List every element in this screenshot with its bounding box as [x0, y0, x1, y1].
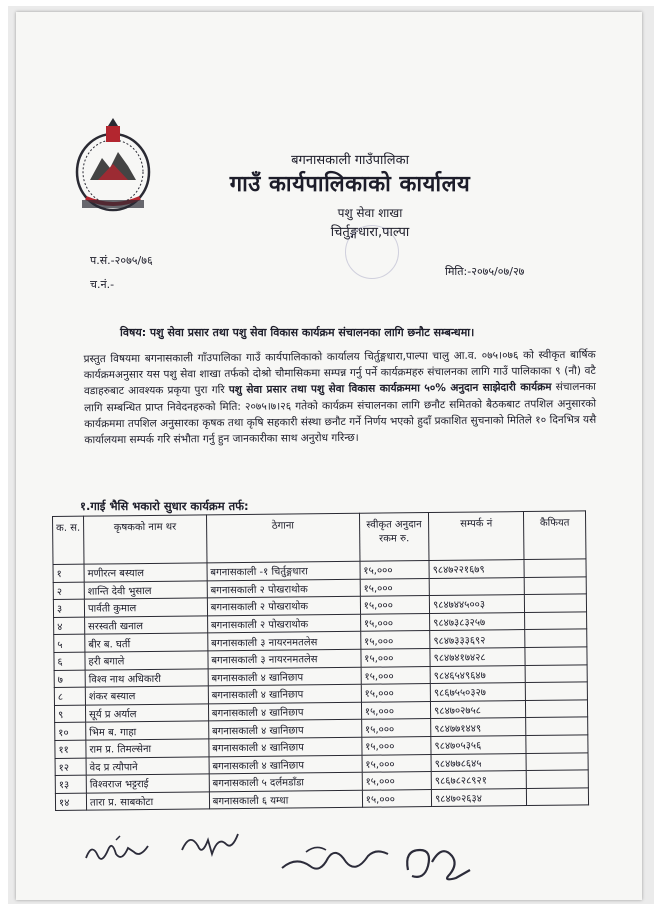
cell-remarks [525, 612, 587, 630]
cell-remarks [524, 559, 586, 577]
cell-sn: ६ [54, 652, 85, 670]
reference-number: प.सं.-२०७५/७६ [90, 254, 153, 267]
cell-phone: ९८६७५५०३२७ [430, 683, 525, 702]
cell-name: भिम ब. गाहा [86, 721, 209, 740]
cell-name: तारा प्र. साबकोटा [86, 792, 209, 811]
cell-sn: १३ [55, 775, 86, 793]
cell-sn: १० [55, 723, 86, 741]
table-body [53, 559, 589, 811]
cell-name: हरी बगाले [85, 651, 208, 670]
office-location: चिर्तुङ्गधारा,पाल्पा [330, 225, 410, 240]
cell-phone: ९८६७८२८९२१ [431, 771, 526, 790]
cell-remarks [526, 700, 588, 718]
cell-phone: ९८४७२२१६७९ [429, 560, 524, 579]
cell-address: बगनासकाली २ पोखराथोक [207, 596, 360, 615]
section-title: १.गाई भैसि भकारो सुधार कार्यक्रम तर्फ: [80, 499, 249, 513]
cell-name: पार्वती कुमाल [84, 598, 207, 617]
cell-sn: ७ [54, 670, 85, 688]
cell-phone: ९८४७७८६४५ [431, 753, 526, 772]
cell-phone: ९८४७४४५००३ [429, 595, 524, 614]
cell-name: विश्व नाथ अधिकारी [85, 668, 208, 687]
branch-name: पशु सेवा शाखा [337, 206, 403, 220]
cell-name: शान्ति देवी भुसाल [84, 580, 207, 599]
cell-name: सरस्वती खनाल [85, 616, 208, 635]
dispatch-number: च.नं.- [90, 278, 115, 291]
letter-date: मिति:-२०७५/०७/२७ [445, 265, 525, 278]
cell-sn: १४ [55, 793, 86, 811]
col-header-phone: सम्पर्क नं [429, 512, 525, 561]
cell-amount: १५,००० [362, 754, 431, 772]
cell-remarks [524, 577, 586, 595]
cell-sn: ११ [55, 740, 86, 758]
cell-sn: १२ [55, 758, 86, 776]
cell-name: बीर ब. घर्ती [85, 633, 208, 652]
cell-sn: २ [53, 582, 84, 600]
cell-address: बगनासकाली २ पोखराथोक [207, 614, 360, 633]
cell-address: बगनासकाली ४ खानिछाप [208, 720, 361, 739]
cell-amount: १५,००० [362, 789, 431, 807]
cell-remarks [526, 752, 588, 770]
cell-sn: ५ [54, 635, 85, 653]
cell-remarks [526, 682, 588, 700]
cell-remarks [525, 664, 587, 682]
cell-sn: ९ [54, 705, 85, 723]
body-paragraph [84, 347, 597, 449]
cell-phone: ९८४७४१७४२८ [430, 648, 525, 667]
cell-phone: ९८४७०५३५६ [431, 735, 526, 754]
cell-amount: १५,००० [362, 772, 431, 790]
cell-name: राम प्र. तिमल्सेना [86, 739, 209, 758]
col-header-sn: क. स. [53, 516, 84, 564]
cell-sn: १ [53, 564, 84, 582]
cell-address: बगनासकाली ३ नायरनमतलेस [208, 632, 361, 651]
cell-address: बगनासकाली ४ खानिछाप [209, 755, 362, 774]
cell-address: बगनासकाली -१ चिर्तुङ्गधारा [207, 561, 360, 580]
cell-amount: १५,००० [360, 631, 429, 649]
cell-amount: १५,००० [361, 649, 430, 667]
cell-sn: ३ [53, 599, 84, 617]
office-name: गाउँ कार्यपालिकाको कार्यालय [229, 172, 471, 197]
cell-amount: १५,००० [361, 719, 430, 737]
cell-address: बगनासकाली ३ नायरनमतलेस [208, 649, 361, 668]
cell-remarks [525, 647, 587, 665]
faint-stamp [345, 225, 399, 279]
cell-phone: ९८४७०२६३४ [431, 788, 526, 807]
cell-phone: ९८४७०२७५८ [431, 700, 526, 719]
body-text-part1: प्रस्तुत विषयमा बगनासकाली गाँउपालिका गाउँ कार्यपालिकाको कार्यालय चिर्तुङ्गधारा,पाल्पा चालु आ.व. ०७५।०७६ को स्वीकृत बार्षिक कार्यक्रमअनुसार यस पशु सेवा शाखा तर्फको दोश्रो चौमासिकमा सम्पन्न गर्नु पर्ने कार्यक्रमहरु संचालनका लागि गाउँ पालिकाका ९ (नौ) वटै वडाहरुबाट आवश्यक प्रकृया पुरा गरि [83, 348, 596, 398]
cell-amount: १५,००० [360, 578, 429, 596]
farmer-table [52, 510, 589, 811]
cell-name: विश्वराज भट्टराई [86, 774, 209, 793]
col-header-amount: स्वीकृत अनुदान रकम रु. [359, 513, 429, 562]
cell-address: बगनासकाली ५ दर्लमडाँडा [209, 772, 362, 791]
body-text-program: पशु सेवा प्रसार तथा पशु सेवा विकास कार्यक्रममा ५०% अनुदान साझेदारी कार्यक्रम [228, 381, 552, 397]
cell-address: बगनासकाली ४ खानिछाप [208, 667, 361, 686]
cell-remarks [526, 770, 588, 788]
col-header-remarks: कैफियत [524, 511, 586, 560]
cell-amount: १५,००० [361, 701, 430, 719]
cell-remarks [526, 717, 588, 735]
cell-phone: ९८४७३३३६९२ [430, 630, 525, 649]
cell-amount: १५,००० [362, 736, 431, 754]
signature-2 [176, 826, 246, 862]
cell-name: वेद प्र त्यौपाने [86, 756, 209, 775]
cell-phone: ९८४७७१४४९ [431, 718, 526, 737]
signature-4 [398, 840, 478, 886]
cell-remarks [526, 735, 588, 753]
cell-amount: १५,००० [360, 561, 429, 579]
cell-address: बगनासकाली २ पोखराथोक [207, 579, 360, 598]
cell-phone [429, 577, 524, 596]
cell-address: बगनासकाली ६ यम्धा [209, 790, 362, 809]
cell-remarks [525, 629, 587, 647]
municipality-name: बगनासकाली गाउँपालिका [291, 153, 409, 168]
col-header-address: ठेगाना [206, 513, 359, 563]
cell-amount: १५,००० [360, 596, 429, 614]
col-header-name: कृषकको नाम थर [83, 515, 206, 564]
cell-address: बगनासकाली ४ खानिछाप [209, 737, 362, 756]
cell-address: बगनासकाली ४ खानिछाप [208, 684, 361, 703]
table-header-row [53, 511, 586, 565]
body-text-part2: संचालनका लागि सम्बन्धित प्राप्त निवेदनहरुको मिति: २०७५।७।२६ गतेको कार्यक्रम संचालनका लागि छनौट समितको बैठकबाट तपशिल अनुसारको कार्यक्रममा तपशिल अनुसारका कृषक तथा कृषि सहकारी संस्था छनौट गर्ने निर्णय भएको हुदाँ प्रकाशित सुचनाको मितिले १० दिनभित्र यसै कार्यालयमा सम्पर्क गरि संभौता गर्नु हुन जानकारीका साथ अनुरोध गरिन्छ। [84, 381, 597, 447]
cell-sn: ४ [54, 617, 85, 635]
cell-sn: ८ [54, 687, 85, 705]
cell-amount: १५,००० [361, 666, 430, 684]
cell-phone: ९८४६५४९६४७ [430, 665, 525, 684]
cell-amount: १५,००० [360, 613, 429, 631]
cell-name: मणीरत्न बस्याल [84, 563, 207, 582]
cell-phone: ९८४७३८३२५७ [430, 612, 525, 631]
nepal-government-emblem-icon [68, 118, 158, 218]
cell-name: सूर्य प्र अर्याल [85, 704, 208, 723]
subject-line: विषय: पशु सेवा प्रसार तथा पशु सेवा विकास कार्यक्रम संचालनका लागि छनौट सम्बन्धमा। [120, 326, 475, 339]
cell-remarks [525, 594, 587, 612]
signature-3 [276, 838, 396, 882]
cell-address: बगनासकाली ४ खानिछाप [208, 702, 361, 721]
cell-amount: १५,००० [361, 684, 430, 702]
signature-1 [82, 832, 162, 868]
cell-remarks [527, 788, 589, 806]
cell-name: शंकर बस्याल [85, 686, 208, 705]
